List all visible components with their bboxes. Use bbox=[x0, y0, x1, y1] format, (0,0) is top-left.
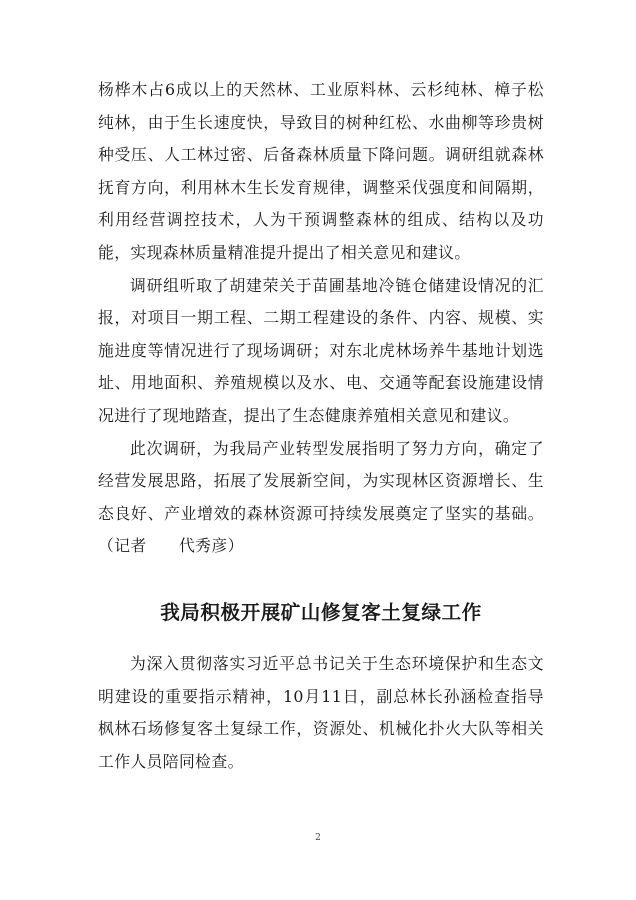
paragraph-forest-tending: 杨桦木占6成以上的天然林、工业原料林、云杉纯林、樟子松纯林，由于生长速度快，导致目的树种红松、水曲柳等珍贵树种受压、人工林过密、后备森林质量下降问题。调研组就森林抚育方向，利用林木生长发育规律，调整采伐强度和间隔期，利用经营调控技术，人为干预调整森林的组成、结构以及功能，实现森林质量精准提升提出了相关意见和建议。 bbox=[98, 80, 544, 262]
page-number: 2 bbox=[315, 833, 321, 843]
article-body-bottom bbox=[98, 648, 544, 778]
paragraph-nursery-cold-chain: 调研组听取了胡建荣关于苗圃基地冷链仓储建设情况的汇报，对项目一期工程、二期工程建设的条件、内容、规模、实施进度等情况进行了现场调研；对东北虎林场养牛基地计划选址、用地面积、养殖规模以及水、电、交通等配套设施建设情况进行了现地踏查，提出了生态健康养殖相关意见和建议。 bbox=[98, 275, 544, 425]
paragraph-research-summary: 此次调研，为我局产业转型发展指明了努力方向，确定了经营发展思路，拓展了发展新空间，为实现林区资源增长、生态良好、产业增效的森林资源可持续发展奠定了坚实的基础。（记者 代秀彦） bbox=[98, 438, 544, 556]
article-body-top bbox=[98, 74, 544, 563]
article-heading: 我局积极开展矿山修复客土复绿工作 bbox=[160, 601, 482, 624]
paragraph-mine-restoration: 为深入贯彻落实习近平总书记关于生态环境保护和生态文明建设的重要指示精神，10月11日，副总林长孙涵检查指导枫林石场修复客土复绿工作，资源处、机械化扑火大队等相关工作人员陪同检查。 bbox=[98, 654, 544, 771]
